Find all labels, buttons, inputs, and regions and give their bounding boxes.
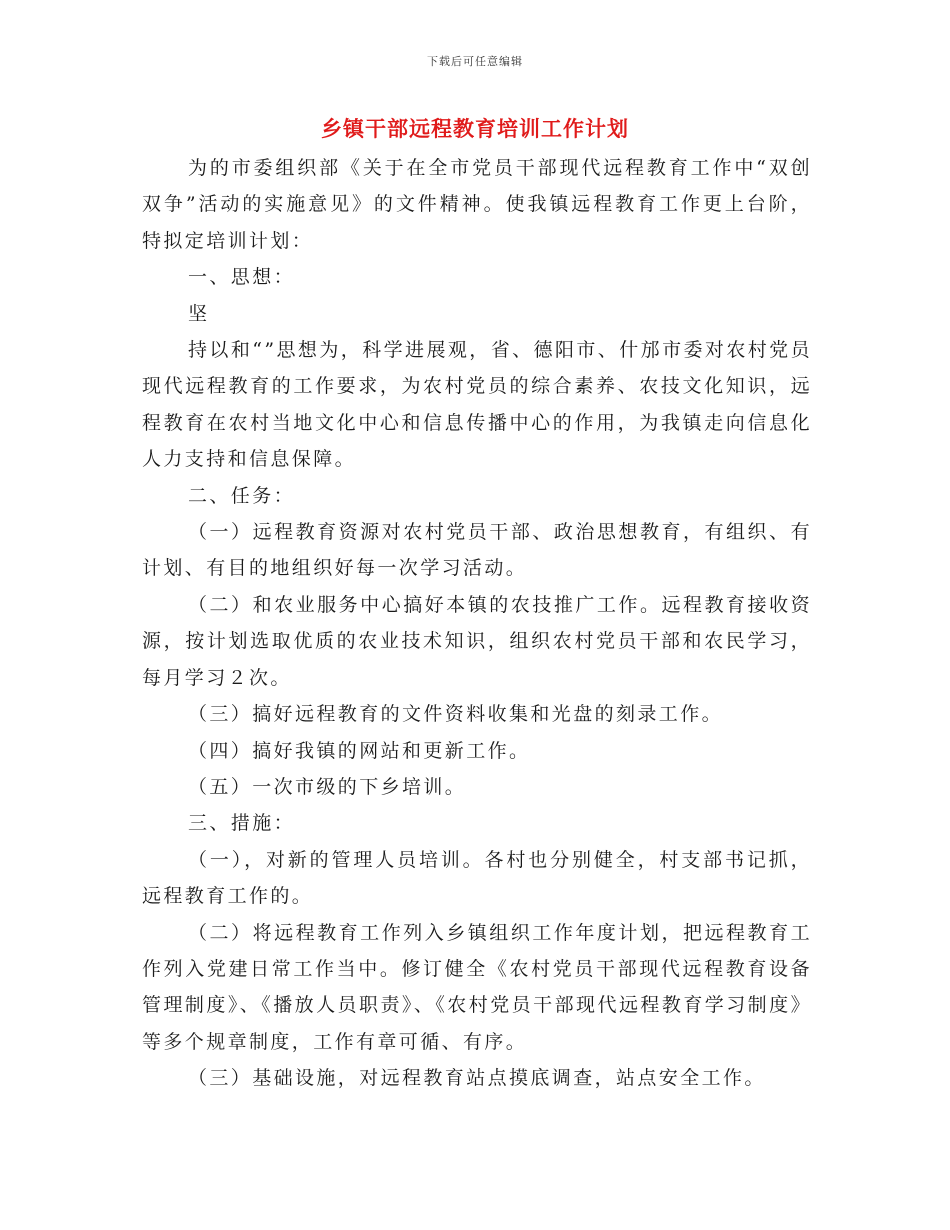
page-header-note: 下载后可任意编辑 [427,55,523,68]
section-heading-tasks: 二、任务： [188,484,296,507]
task-item: （四）搞好我镇的网站和更新工作。 [188,739,531,762]
paragraph-intro: 为的市委组织部《关于在全市党员干部现代远程教育工作中“双创双争”活动的实施意见》的文件精神。使我镇远程教育工作更上台阶，特拟定培训计划： [142,157,812,252]
task-item: （五）一次市级的下乡培训。 [188,775,467,798]
task-item: （一）远程教育资源对农村党员干部、政治思想教育，有组织、有计划、有目的地组织好每一次学习活动。 [142,521,812,580]
measure-item: （三）基础设施，对远程教育站点摸底调查，站点安全工作。 [188,1067,766,1090]
document-body [142,150,812,1097]
paragraph-fragment: 坚 [188,302,210,325]
measure-item: （一），对新的管理人员培训。各村也分别健全，村支部书记抓，远程教育工作的。 [142,848,812,908]
measure-item: （二）将远程教育工作列入乡镇组织工作年度计划，把远程教育工作列入党建日常工作当中。修订健全《农村党员干部现代远程教育设备管理制度》、《播放人员职责》、《农村党员干部现代远程教育学习制度》等多个规章制度，工作有章可循、有序。 [142,921,812,1053]
section-heading-thought: 一、思想： [188,266,296,289]
document-title: 乡镇干部远程教育培训工作计划 [321,116,629,141]
task-item: （三）搞好远程教育的文件资料收集和光盘的刻录工作。 [188,703,724,726]
section-heading-measures: 三、措施： [188,812,296,835]
task-item: （二）和农业服务中心搞好本镇的农技推广工作。远程教育接收资源，按计划选取优质的农业技术知识，组织农村党员干部和农民学习，每月学习２次。 [142,593,812,689]
paragraph-thought-body: 持以和“”思想为，科学进展观，省、德阳市、什邡市委对农村党员现代远程教育的工作要求，为农村党员的综合素养、农技文化知识，远程教育在农村当地文化中心和信息传播中心的作用，为我镇走向信息化人力支持和信息保障。 [142,339,812,471]
